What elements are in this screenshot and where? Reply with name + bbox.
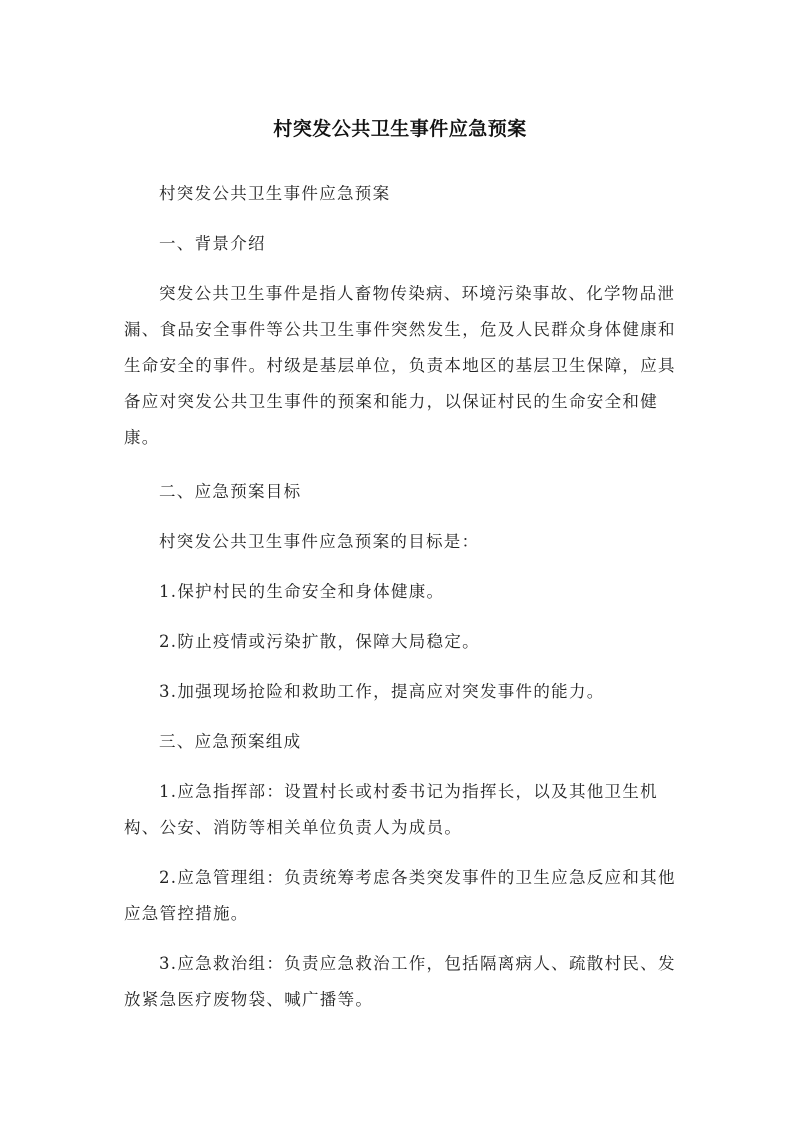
document-title: 村突发公共卫生事件应急预案: [273, 118, 527, 140]
list-item-treatment-group: 3.应急救治组：负责应急救治工作，包括隔离病人、疏散村民、发放紧急医疗废物袋、喊广播等。: [124, 954, 676, 1009]
paragraph-background: 突发公共卫生事件是指人畜物传染病、环境污染事故、化学物品泄漏、食品安全事件等公共卫生事件突然发生，危及人民群众身体健康和生命安全的事件。村级是基层单位，负责本地区的基层卫生保障，应具备应对突发公共卫生事件的预案和能力，以保证村民的生命安全和健康。: [124, 284, 676, 447]
list-item-goal-3: 3.加强现场抢险和救助工作，提高应对突发事件的能力。: [159, 682, 605, 701]
list-item-goal-2: 2.防止疫情或污染扩散，保障大局稳定。: [159, 632, 480, 651]
paragraph-subtitle: 村突发公共卫生事件应急预案: [159, 184, 391, 203]
section-heading-composition: 三、应急预案组成: [159, 732, 302, 751]
list-item-management-group: 2.应急管理组：负责统筹考虑各类突发事件的卫生应急反应和其他应急管控措施。: [124, 868, 676, 923]
list-item-command-center: 1.应急指挥部：设置村长或村委书记为指挥长，以及其他卫生机构、公安、消防等相关单位负责人为成员。: [124, 782, 658, 837]
paragraph-goals-intro: 村突发公共卫生事件应急预案的目标是：: [159, 532, 480, 551]
section-heading-goals: 二、应急预案目标: [159, 482, 302, 501]
section-heading-background: 一、背景介绍: [159, 234, 266, 253]
list-item-goal-1: 1.保护村民的生命安全和身体健康。: [159, 582, 445, 601]
